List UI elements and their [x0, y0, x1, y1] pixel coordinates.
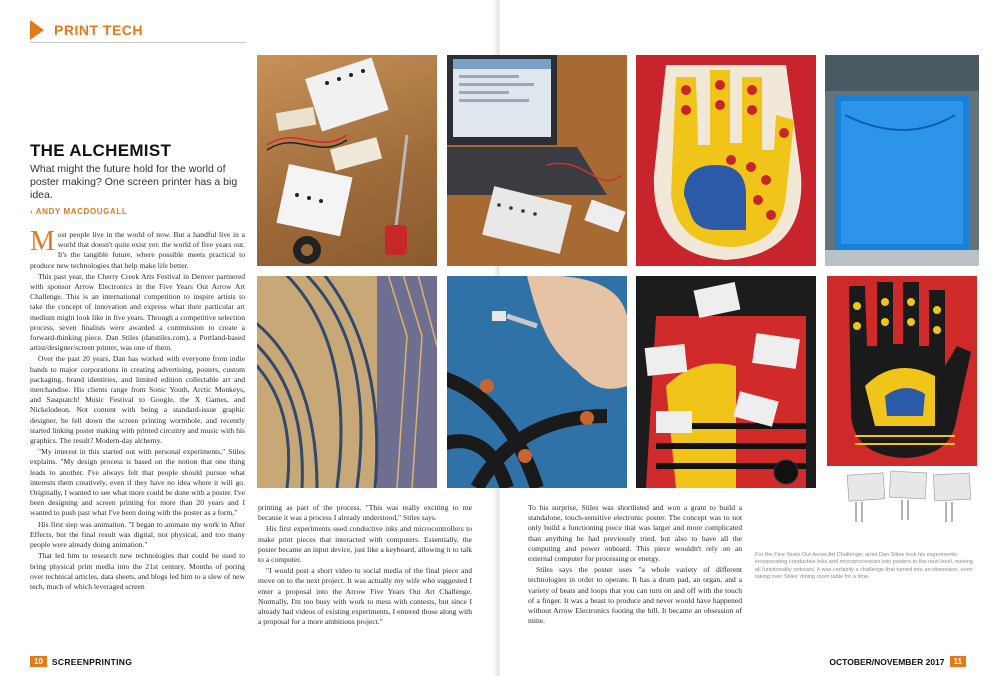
- finished-poster-art: [825, 276, 979, 488]
- circuitry-photo-art: [257, 276, 437, 488]
- photo-boards-on-hand-print: [636, 276, 816, 488]
- byline: › ANDY MACDOUGALL: [30, 207, 128, 216]
- drop-cap: M: [30, 230, 55, 257]
- page-number-right: 11: [950, 656, 966, 667]
- paragraph: printing as part of the process. "This was really exciting to me because it was a process I already understood," Stiles says.: [258, 503, 472, 523]
- article-subtitle: What might the future hold for the world of poster making? One screen printer has a big idea.: [30, 163, 238, 201]
- chevron-right-icon: [30, 20, 44, 40]
- photo-blue-screen-print: [825, 55, 979, 266]
- paragraph: Most people live in the world of now. But a handful live in a world that doesn't quite exist yet: the world of five years out. It's the tangible future, where possible meets practical to produce new technologies that help make life better.: [30, 230, 245, 270]
- photo-hand-poster: [636, 55, 816, 266]
- photo-circuit-boards-on-table: [257, 55, 437, 266]
- paragraph: His first step was animation. "I began to animate my work in After Effects, but the final result was digital, not physical, and too many people were already doing animation.": [30, 519, 245, 550]
- paragraph: Stiles says the poster uses "a whole variety of different technologies in order to operate. It has a drum pad, an organ, and a variety of beats and loops that you can turn on and off with the touch of a finger. It was a beast to produce and never would have happened without Arrow Electronics footing the bill. It became an obsession of mine.: [528, 565, 742, 626]
- body-column-2: [258, 503, 472, 653]
- laptop-photo-art: [447, 55, 627, 266]
- boards-photo-art: [636, 276, 816, 488]
- photo-finished-poster: [825, 276, 979, 488]
- photo-printed-circuitry-closeup: [257, 276, 437, 488]
- paragraph: To his surprise, Stiles was shortlisted and won a grant to build a standalone, touch-sensitive electronic poster. The concept was to not only build a functioning piece that was larger and more complicated than anything he had previously tried, but also to have all the computing and power onboard. This piece wouldn't rely on an external computer for processing or energy.: [528, 503, 742, 564]
- paragraph: "I would post a short video to social media of the final piece and move on to the next project. It was actually my wife who suggested I enter a proposal into the Arrow Five Years Out Art Challenge. Normally, I'm too busy with work to mess with contests, but since I already had videos of existing experiments, I entered those along with a proposal for a more ambitious project.": [258, 566, 472, 627]
- circuit-photo-art: [257, 55, 437, 266]
- left-page: [0, 0, 496, 676]
- folio-right: [829, 656, 966, 667]
- finger-photo-art: [447, 276, 627, 488]
- paragraph: His first experiments used conductive inks and microcontrollers to make print pieces that interacted with computers. Essentially, the poster became an input device, just like a keyboard, allowing it to talk to a computer.: [258, 524, 472, 565]
- folio-left: [30, 656, 132, 667]
- paragraph: This past year, the Cherry Creek Arts Festival in Denver partnered with sponsor Arrow Electronics in the Five Years Out Arrow Art Challenge. This is an international competition to inspire artists to take the concept of innovation and express what their particular art medium might look like in five years. Through a competitive selection process, seven finalists were awarded a commission to create a forward-thinking piece. Dan Stiles (danstiles.com), a Portland-based artist/designer/screen printer, was one of them.: [30, 271, 245, 353]
- section-title: PRINT TECH: [54, 22, 143, 38]
- header-rule: [30, 42, 246, 43]
- paragraph: Over the past 20 years, Dan has worked with everyone from indie bands to major corporations in creating advertising, posters, custom packaging, brand identities, and limited edition collectable art and merchandise. His clients range from Sonic Youth, Arctic Monkeys, and Sasquatch! Music Festival to Google, the X Games, and Nickelodeon. Not content with being a standard-issue graphic designer, he fell down the screen printing wormhole, and recently started linking poster making with printed circuitry and music with his graphics. The result? Modern-day alchemy.: [30, 354, 245, 446]
- body-column-1: [30, 230, 245, 640]
- photo-circuit-boards-row: [846, 470, 976, 528]
- section-header: [30, 20, 143, 40]
- page-number-left: 10: [30, 656, 47, 667]
- byline-author: ANDY MACDOUGALL: [35, 207, 128, 216]
- paragraph: "My interest in this started out with personal experiments," Stiles explains. "My design process is based on the notion that one thing leads to another. I've always felt that people should pursue what interests them creatively, even if they have no idea where it will go. Originally, I wanted to see what more could be done with a poster. I've been designing and screen printing for more than 20 years and I wanted to push past what I've been doing with the poster as a form.": [30, 447, 245, 518]
- photo-laptop-and-board: [447, 55, 627, 266]
- screen-print-art: [825, 55, 979, 266]
- boards-row-art: [846, 470, 976, 528]
- hand-poster-art: [636, 55, 816, 266]
- body-column-3: [528, 503, 742, 653]
- photo-caption: For the Five Years Out Arrow Art Challenge, artist Dan Stiles took his experiments incorporating conductive inks and microprocessors into posters to the next level, moving all functionality onboard. It was certainly a challenge that turned into an obsession, even taking over Stiles' dining room table for a time.: [755, 552, 973, 581]
- magazine-name: SCREENPRINTING: [51, 656, 133, 667]
- photo-finger-touching-contact: [447, 276, 627, 488]
- paragraph: That led him to research new technologies that could be used to bring physical print media into the 21st century. Months of poring over technical articles, data sheets, and blogs led him to a slew of new tech, much of which leveraged screen: [30, 551, 245, 591]
- article-title: THE ALCHEMIST: [30, 141, 172, 160]
- issue-date: OCTOBER/NOVEMBER 2017: [829, 656, 945, 667]
